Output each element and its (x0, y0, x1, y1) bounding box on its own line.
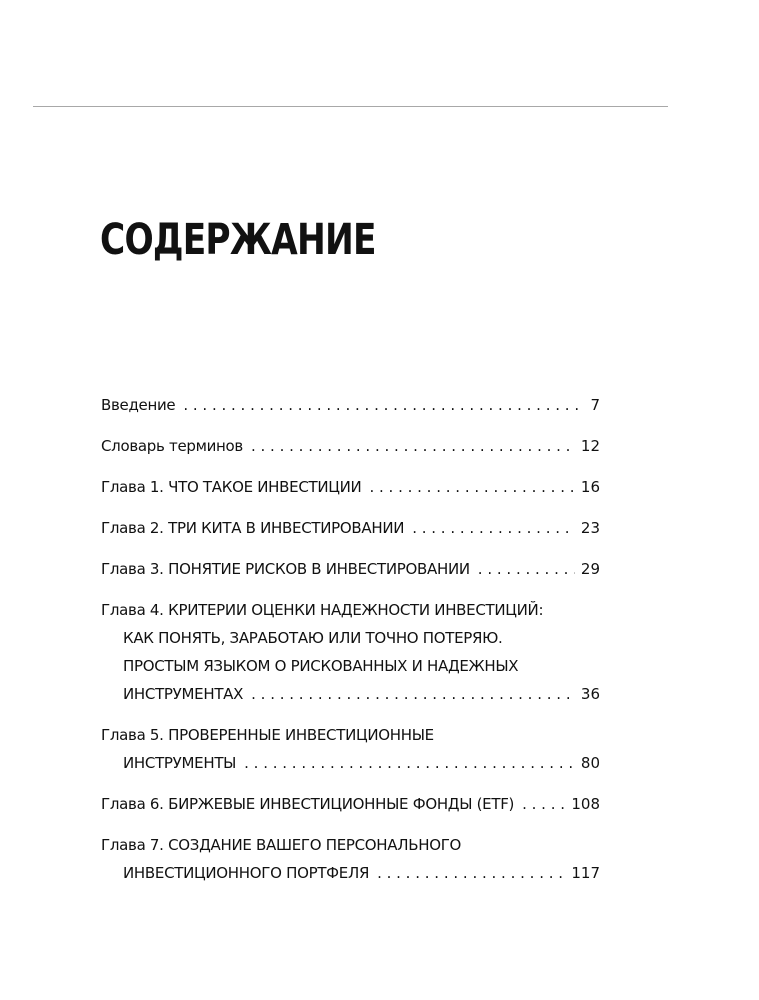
toc-entry[interactable] (101, 555, 600, 583)
toc-line (101, 624, 600, 652)
toc-line (101, 859, 600, 887)
dot-leader (377, 859, 565, 887)
toc-entry-title: Глава 5. ПРОВЕРЕННЫЕ ИНВЕСТИЦИОННЫЕ (101, 726, 434, 744)
dot-leader (251, 432, 575, 460)
toc-entry-title: Глава 3. ПОНЯТИЕ РИСКОВ В ИНВЕСТИРОВАНИИ (101, 560, 470, 578)
page-title: СОДЕРЖАНИЕ (100, 215, 376, 265)
toc-entry-title: Глава 1. ЧТО ТАКОЕ ИНВЕСТИЦИИ (101, 478, 362, 496)
toc-line (101, 514, 600, 542)
toc-entry-title: Глава 6. БИРЖЕВЫЕ ИНВЕСТИЦИОННЫЕ ФОНДЫ (ETF) (101, 795, 515, 813)
toc-page-number: 36 (580, 685, 600, 703)
toc-line (101, 432, 600, 460)
dot-leader (251, 680, 575, 708)
toc-page-number: 29 (580, 560, 600, 578)
toc-entry-title: ПРОСТЫМ ЯЗЫКОМ О РИСКОВАННЫХ И НАДЕЖНЫХ (123, 657, 519, 675)
toc-line (101, 790, 600, 818)
toc-line (101, 721, 600, 749)
toc-page-number: 16 (580, 478, 600, 496)
dot-leader (412, 514, 575, 542)
toc-entry[interactable] (101, 514, 600, 542)
toc-entry-title: КАК ПОНЯТЬ, ЗАРАБОТАЮ ИЛИ ТОЧНО ПОТЕРЯЮ. (123, 629, 503, 647)
toc-page-number: 80 (580, 754, 600, 772)
toc-line (101, 391, 600, 419)
toc-entry-title: Введение (101, 396, 176, 414)
toc-entry-title: ИНВЕСТИЦИОННОГО ПОРТФЕЛЯ (123, 864, 370, 882)
toc-entry-title: Словарь терминов (101, 437, 243, 455)
toc-page-number: 12 (580, 437, 600, 455)
dot-leader (522, 790, 565, 818)
toc-entry[interactable] (101, 596, 600, 708)
dot-leader (244, 749, 575, 777)
dot-leader (183, 391, 584, 419)
dot-leader (369, 473, 574, 501)
dot-leader (478, 555, 575, 583)
toc-entry-title: Глава 4. КРИТЕРИИ ОЦЕНКИ НАДЕЖНОСТИ ИНВЕСТИЦИЙ: (101, 601, 544, 619)
toc-entry-title: ИНСТРУМЕНТАХ (123, 685, 244, 703)
toc-line (101, 473, 600, 501)
toc-entry[interactable] (101, 790, 600, 818)
toc-entry-title: Глава 7. СОЗДАНИЕ ВАШЕГО ПЕРСОНАЛЬНОГО (101, 836, 462, 854)
toc-entry-title: Глава 2. ТРИ КИТА В ИНВЕСТИРОВАНИИ (101, 519, 405, 537)
toc-entry[interactable] (101, 721, 600, 777)
toc-line (101, 555, 600, 583)
toc-entry[interactable] (101, 432, 600, 460)
top-rule (33, 106, 668, 107)
toc-entry-title: ИНСТРУМЕНТЫ (123, 754, 237, 772)
toc-line (101, 749, 600, 777)
toc-line (101, 596, 600, 624)
table-of-contents (101, 391, 600, 900)
toc-page-number: 7 (590, 396, 600, 414)
toc-page-number: 108 (571, 795, 600, 813)
toc-line (101, 652, 600, 680)
toc-entry[interactable] (101, 391, 600, 419)
toc-entry[interactable] (101, 831, 600, 887)
toc-entry[interactable] (101, 473, 600, 501)
toc-page-number: 23 (580, 519, 600, 537)
toc-line (101, 680, 600, 708)
toc-line (101, 831, 600, 859)
toc-page-number: 117 (571, 864, 600, 882)
